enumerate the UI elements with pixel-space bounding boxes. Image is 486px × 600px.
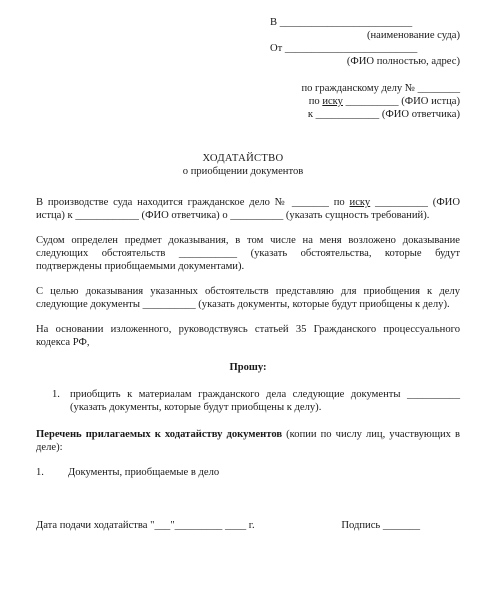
title-main: ХОДАТАЙСТВО: [202, 153, 284, 164]
filing-date-line: Дата подачи ходатайства "___"_________ ____ г.: [36, 520, 255, 531]
attachments-heading: Перечень прилагаемых к ходатайству документов (копии по числу лиц, участвующих в деле):: [36, 429, 460, 453]
signature-line: Подпись _______: [341, 520, 420, 531]
paragraph-burden-of-proof: Судом определен предмет доказывания, в том числе на меня возложено доказывание следующих обстоятельств ___________ (указать обстоятельства, которые будут подтверждены приобщаемыми документами).: [36, 235, 460, 272]
paragraph-case-info: В производстве суда находится гражданское дело № _______ по иску __________ (ФИО истца) к ____________ (ФИО ответчика) о __________ (указать сущность требований).: [36, 197, 460, 221]
paragraph-documents: С целью доказывания указанных обстоятельств представляю для приобщения к делу следующие документы __________ (указать документы, которые будут приобщены к делу).: [36, 286, 460, 310]
applicant-line: От _________________________: [270, 43, 418, 54]
request-heading: Прошу:: [229, 362, 267, 373]
attachment-item: [36, 466, 460, 479]
court-line: В _________________________: [270, 17, 413, 28]
attachment-item-text: Документы, приобщаемые в дело: [68, 467, 220, 478]
request-item-text: приобщить к материалам гражданского дела следующие документы __________ (указать документы, которые будут приобщены к делу).: [70, 389, 460, 413]
court-caption: (наименование суда): [366, 30, 460, 41]
applicant-caption: (ФИО полностью, адрес): [346, 56, 460, 67]
defendant-line: к ____________ (ФИО ответчика): [307, 109, 460, 120]
attachment-item-number: 1.: [36, 467, 44, 478]
case-number-line: по гражданскому делу № ________: [301, 83, 460, 94]
plaintiff-line: по иску __________ (ФИО истца): [308, 96, 460, 107]
paragraph-legal-basis: На основании изложенного, руководствуясь статьей 35 Гражданского процессуального кодекса РФ,: [36, 324, 460, 348]
request-item: [52, 388, 460, 414]
signature-footer: [36, 519, 460, 532]
request-item-number: 1.: [52, 389, 60, 400]
document-title: [0, 152, 486, 178]
document-body: [36, 196, 460, 479]
title-sub: о приобщении документов: [182, 166, 304, 177]
addressee-block: [270, 16, 460, 121]
